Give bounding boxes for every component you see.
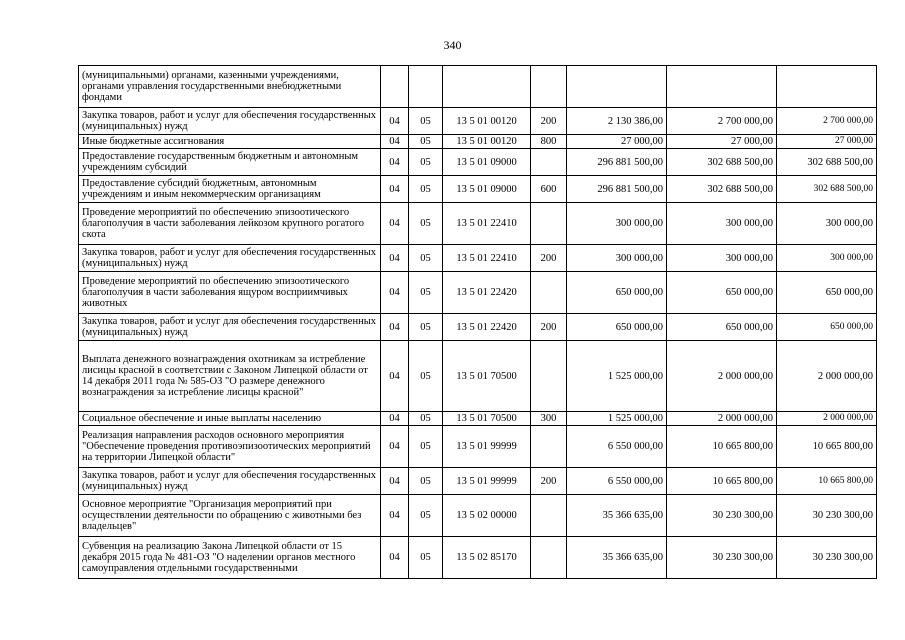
cell-sum-year-2: 650 000,00 [667, 272, 777, 314]
cell-sum-year-2: 302 688 500,00 [667, 176, 777, 203]
cell-expense-type: 200 [531, 245, 567, 272]
cell-expense-type: 200 [531, 108, 567, 135]
cell-sum-year-2: 2 700 000,00 [667, 108, 777, 135]
cell-sum-year-3: 300 000,00 [777, 203, 877, 245]
cell-subsection: 05 [409, 108, 443, 135]
cell-name: Реализация направления расходов основного мероприятия "Обеспечение проведения противоэпизоотических мероприятий на территории Липецкой области" [79, 426, 381, 468]
cell-target-article: 13 5 01 22420 [443, 272, 531, 314]
table-row [79, 66, 877, 108]
cell-sum-year-2: 30 230 300,00 [667, 537, 777, 579]
cell-sum-year-2: 10 665 800,00 [667, 468, 777, 495]
cell-section: 04 [381, 176, 409, 203]
table-row [79, 176, 877, 203]
cell-target-article: 13 5 01 22410 [443, 245, 531, 272]
table-row [79, 537, 877, 579]
cell-sum-year-3: 10 665 800,00 [777, 468, 877, 495]
cell-sum-year-1: 650 000,00 [567, 314, 667, 341]
table-row [79, 426, 877, 468]
cell-section: 04 [381, 537, 409, 579]
cell-name: Основное мероприятие "Организация мероприятий при осуществлении деятельности по обращению с животными без владельцев" [79, 495, 381, 537]
table-row [79, 341, 877, 412]
cell-expense-type [531, 203, 567, 245]
cell-section: 04 [381, 468, 409, 495]
cell-target-article: 13 5 01 00120 [443, 135, 531, 149]
cell-sum-year-2: 27 000,00 [667, 135, 777, 149]
cell-sum-year-1: 35 366 635,00 [567, 495, 667, 537]
cell-subsection: 05 [409, 203, 443, 245]
cell-name: Закупка товаров, работ и услуг для обеспечения государственных (муниципальных) нужд [79, 108, 381, 135]
cell-section: 04 [381, 495, 409, 537]
cell-name: Социальное обеспечение и иные выплаты населению [79, 412, 381, 426]
cell-sum-year-3: 650 000,00 [777, 314, 877, 341]
cell-sum-year-2: 302 688 500,00 [667, 149, 777, 176]
cell-section: 04 [381, 108, 409, 135]
cell-target-article: 13 5 01 09000 [443, 176, 531, 203]
cell-sum-year-3: 10 665 800,00 [777, 426, 877, 468]
cell-target-article: 13 5 02 00000 [443, 495, 531, 537]
cell-target-article: 13 5 02 85170 [443, 537, 531, 579]
cell-sum-year-2: 2 000 000,00 [667, 412, 777, 426]
cell-expense-type: 200 [531, 468, 567, 495]
cell-subsection: 05 [409, 149, 443, 176]
cell-target-article: 13 5 01 99999 [443, 468, 531, 495]
cell-section: 04 [381, 203, 409, 245]
cell-sum-year-1: 1 525 000,00 [567, 412, 667, 426]
cell-subsection: 05 [409, 495, 443, 537]
cell-name: Субвенция на реализацию Закона Липецкой области от 15 декабря 2015 года № 481-ОЗ "О наделении органов местного самоуправления отдельными государственными [79, 537, 381, 579]
cell-name: Предоставление субсидий бюджетным, автономным учреждениям и иным некоммерческим организациям [79, 176, 381, 203]
cell-section: 04 [381, 149, 409, 176]
cell-sum-year-2: 650 000,00 [667, 314, 777, 341]
cell-expense-type: 800 [531, 135, 567, 149]
cell-subsection: 05 [409, 272, 443, 314]
cell-section: 04 [381, 314, 409, 341]
cell-sum-year-3: 30 230 300,00 [777, 495, 877, 537]
cell-subsection: 05 [409, 314, 443, 341]
cell-name: Выплата денежного вознаграждения охотникам за истребление лисицы красной в соответствии с Законом Липецкой области от 14 декабря 2011 года № 585-ОЗ "О размере денежного вознаграждения за истребление лисицы красной" [79, 341, 381, 412]
cell-sum-year-2: 10 665 800,00 [667, 426, 777, 468]
cell-sum-year-3: 2 000 000,00 [777, 412, 877, 426]
cell-name: Закупка товаров, работ и услуг для обеспечения государственных (муниципальных) нужд [79, 468, 381, 495]
cell-sum-year-1: 300 000,00 [567, 245, 667, 272]
cell-section: 04 [381, 412, 409, 426]
table-row [79, 495, 877, 537]
cell-sum-year-1 [567, 66, 667, 108]
cell-name: Закупка товаров, работ и услуг для обеспечения государственных (муниципальных) нужд [79, 314, 381, 341]
cell-name: (муниципальными) органами, казенными учреждениями, органами управления государственными внебюджетными фондами [79, 66, 381, 108]
cell-expense-type [531, 495, 567, 537]
cell-subsection: 05 [409, 176, 443, 203]
cell-target-article: 13 5 01 70500 [443, 412, 531, 426]
cell-expense-type: 300 [531, 412, 567, 426]
cell-section: 04 [381, 426, 409, 468]
cell-sum-year-2: 30 230 300,00 [667, 495, 777, 537]
cell-expense-type [531, 272, 567, 314]
cell-sum-year-1: 650 000,00 [567, 272, 667, 314]
cell-section: 04 [381, 272, 409, 314]
cell-sum-year-3: 27 000,00 [777, 135, 877, 149]
cell-sum-year-3: 300 000,00 [777, 245, 877, 272]
cell-expense-type [531, 341, 567, 412]
cell-expense-type: 600 [531, 176, 567, 203]
cell-name: Проведение мероприятий по обеспечению эпизоотического благополучия в части заболевания лейкозом крупного рогатого скота [79, 203, 381, 245]
cell-target-article: 13 5 01 22410 [443, 203, 531, 245]
cell-section: 04 [381, 341, 409, 412]
budget-table-body [79, 66, 877, 579]
cell-section: 04 [381, 135, 409, 149]
table-row [79, 149, 877, 176]
cell-expense-type [531, 149, 567, 176]
cell-sum-year-1: 2 130 386,00 [567, 108, 667, 135]
table-row [79, 412, 877, 426]
cell-subsection: 05 [409, 468, 443, 495]
cell-name: Закупка товаров, работ и услуг для обеспечения государственных (муниципальных) нужд [79, 245, 381, 272]
table-row [79, 468, 877, 495]
cell-sum-year-2: 300 000,00 [667, 245, 777, 272]
cell-expense-type: 200 [531, 314, 567, 341]
cell-target-article: 13 5 01 00120 [443, 108, 531, 135]
cell-section: 04 [381, 245, 409, 272]
table-row [79, 272, 877, 314]
cell-sum-year-1: 6 550 000,00 [567, 468, 667, 495]
cell-sum-year-1: 27 000,00 [567, 135, 667, 149]
table-row [79, 245, 877, 272]
cell-subsection: 05 [409, 412, 443, 426]
page-number: 340 [443, 38, 462, 52]
cell-target-article: 13 5 01 09000 [443, 149, 531, 176]
cell-sum-year-1: 296 881 500,00 [567, 149, 667, 176]
cell-name: Иные бюджетные ассигнования [79, 135, 381, 149]
table-row [79, 135, 877, 149]
cell-subsection: 05 [409, 341, 443, 412]
cell-sum-year-3: 2 700 000,00 [777, 108, 877, 135]
cell-sum-year-3: 302 688 500,00 [777, 149, 877, 176]
cell-subsection: 05 [409, 245, 443, 272]
cell-subsection: 05 [409, 426, 443, 468]
cell-sum-year-1: 296 881 500,00 [567, 176, 667, 203]
cell-subsection: 05 [409, 135, 443, 149]
cell-subsection: 05 [409, 537, 443, 579]
cell-target-article [443, 66, 531, 108]
table-row [79, 314, 877, 341]
cell-target-article: 13 5 01 22420 [443, 314, 531, 341]
cell-sum-year-3: 2 000 000,00 [777, 341, 877, 412]
cell-expense-type [531, 66, 567, 108]
cell-subsection [409, 66, 443, 108]
cell-sum-year-3 [777, 66, 877, 108]
cell-sum-year-1: 35 366 635,00 [567, 537, 667, 579]
cell-sum-year-2 [667, 66, 777, 108]
cell-sum-year-3: 302 688 500,00 [777, 176, 877, 203]
table-row [79, 203, 877, 245]
cell-sum-year-2: 2 000 000,00 [667, 341, 777, 412]
cell-expense-type [531, 426, 567, 468]
cell-expense-type [531, 537, 567, 579]
cell-sum-year-3: 30 230 300,00 [777, 537, 877, 579]
cell-sum-year-3: 650 000,00 [777, 272, 877, 314]
cell-target-article: 13 5 01 70500 [443, 341, 531, 412]
cell-name: Проведение мероприятий по обеспечению эпизоотического благополучия в части заболевания ящуром восприимчивых животных [79, 272, 381, 314]
cell-sum-year-1: 1 525 000,00 [567, 341, 667, 412]
table-row [79, 108, 877, 135]
cell-name: Предоставление государственным бюджетным и автономным учреждениям субсидий [79, 149, 381, 176]
cell-sum-year-1: 6 550 000,00 [567, 426, 667, 468]
cell-sum-year-2: 300 000,00 [667, 203, 777, 245]
cell-section [381, 66, 409, 108]
budget-table [78, 65, 877, 579]
cell-sum-year-1: 300 000,00 [567, 203, 667, 245]
cell-target-article: 13 5 01 99999 [443, 426, 531, 468]
